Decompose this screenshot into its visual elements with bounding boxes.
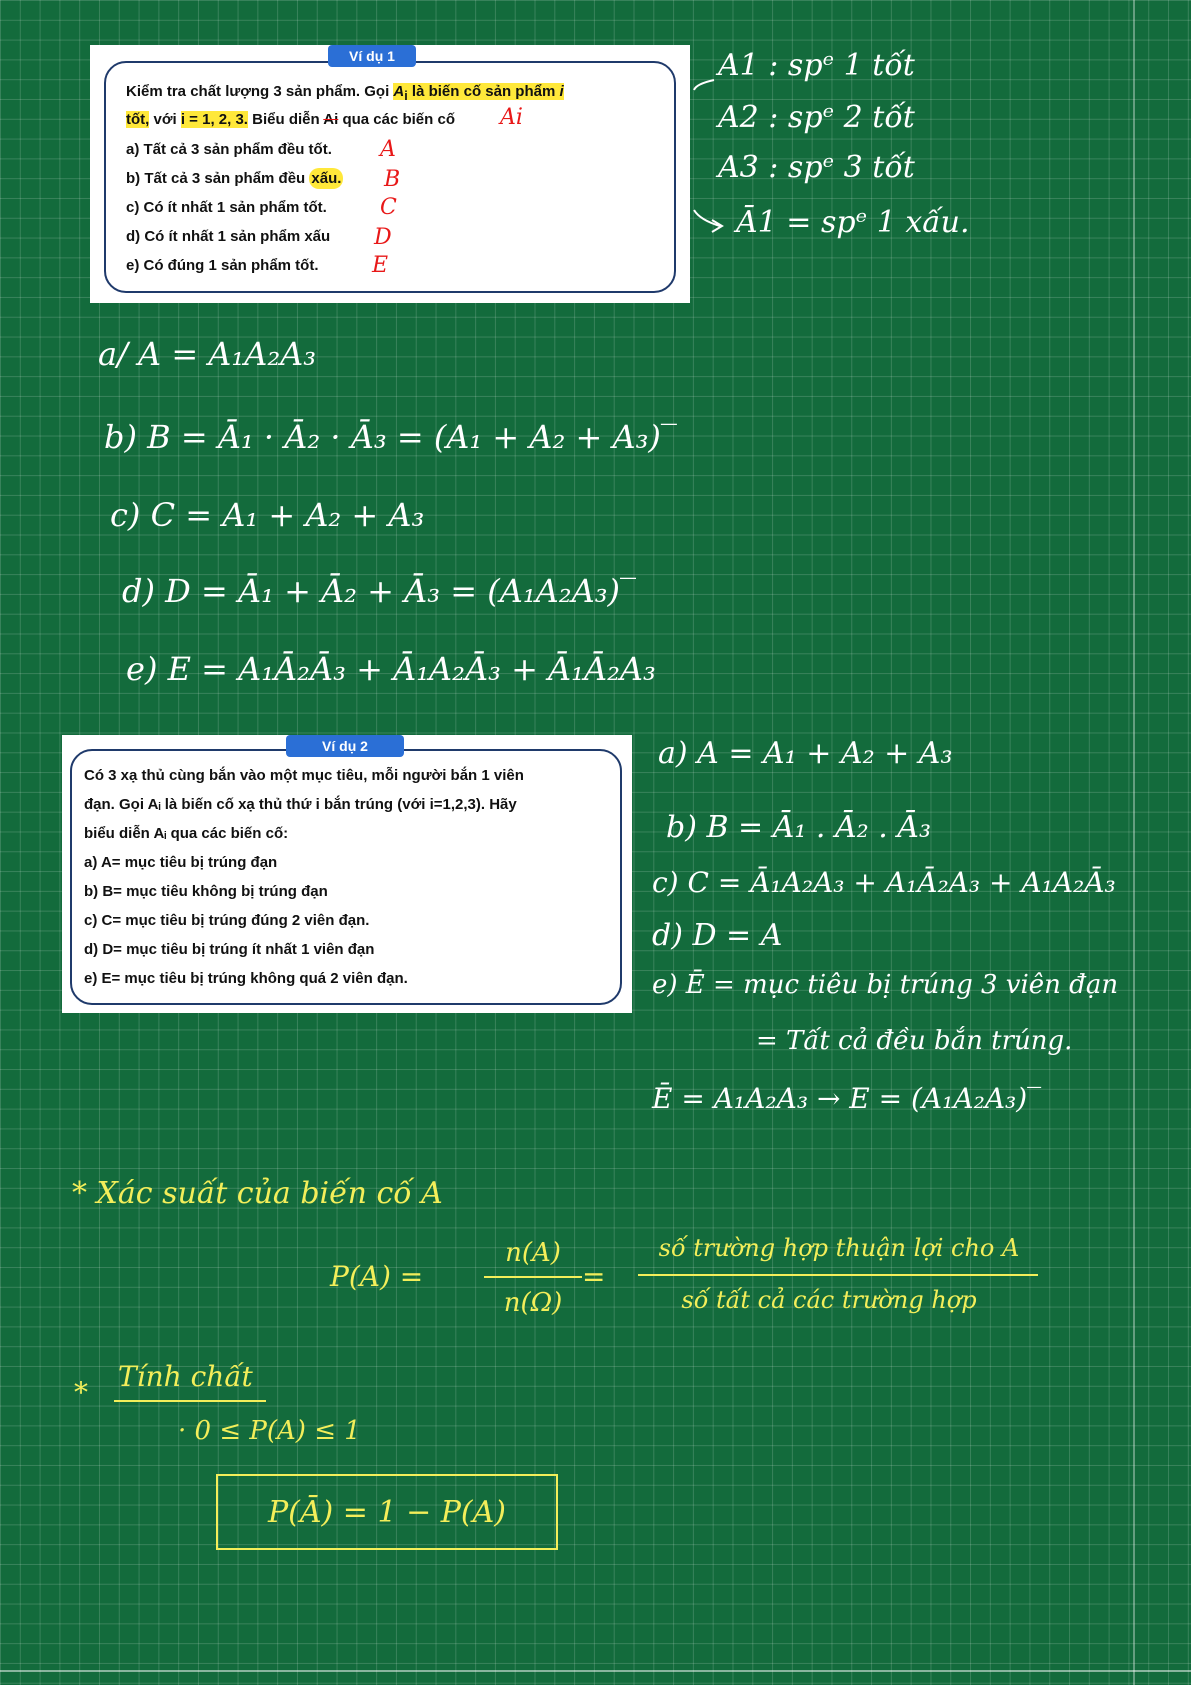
example1-item-e: e) Có đúng 1 sản phẩm tốt. (126, 257, 319, 274)
red-note-e: E (372, 253, 389, 278)
solution2-e-line2: = Tất cả đều bắn trúng. (756, 1026, 1073, 1056)
example2-item-a: a) A= mục tiêu bị trúng đạn (84, 854, 278, 871)
solution1-e: e) E = A₁Ā₂Ā₃ + Ā₁A₂Ā₃ + Ā₁Ā₂A₃ (126, 650, 656, 688)
example1-line2-range: i = 1, 2, 3. (180, 111, 248, 128)
solution1-b: b) B = Ā₁ · Ā₂ · Ā₃ = (A₁ + A₂ + A₃)‾ (104, 418, 677, 456)
example2-border (70, 749, 622, 1005)
example1-line1-text: Kiểm tra chất lượng 3 sản phẩm. Gọi (126, 83, 394, 100)
example1-line2-via: qua các biến cố (338, 111, 455, 128)
solution2-d: d) D = A (652, 918, 783, 953)
red-note-b: B (384, 167, 401, 192)
property-range: · 0 ≤ P(A) ≤ 1 (178, 1416, 361, 1446)
page-edge-bottom (0, 1670, 1191, 1672)
solution2-a: a) A = A₁ + A₂ + A₃ (658, 736, 953, 771)
example1-item-c: c) Có ít nhất 1 sản phẩm tốt. (126, 199, 327, 216)
example2-card (62, 735, 632, 1013)
solution2-e: e) Ē = mục tiêu bị trúng 3 viên đạn (652, 970, 1119, 1000)
example1-var-sub: i (404, 89, 408, 103)
example1-card (90, 45, 690, 303)
example1-line1 (126, 83, 564, 103)
solution1-d: d) D = Ā₁ + Ā₂ + Ā₃ = (A₁A₂A₃)‾ (122, 572, 637, 610)
probability-eq: = (582, 1260, 606, 1293)
note-a1: A1 : spᵉ 1 tốt (718, 48, 915, 83)
example2-item-c: c) C= mục tiêu bị trúng đúng 2 viên đạn. (84, 912, 370, 929)
note-a3: A3 : spᵉ 3 tốt (718, 150, 915, 185)
example2-item-b: b) B= mục tiêu không bị trúng đạn (84, 883, 328, 900)
red-note-a: A (380, 137, 396, 162)
example1-line2-represent: Biểu diễn (247, 111, 324, 128)
example1-tag: Ví dụ 1 (328, 45, 416, 67)
probability-den: n(Ω) (503, 1288, 563, 1318)
red-note-c: C (380, 195, 397, 220)
example2-tag: Ví dụ 2 (286, 735, 404, 757)
example1-var-i: i (559, 83, 564, 100)
solution2-c: c) C = Ā₁A₂A₃ + A₁Ā₂A₃ + A₁A₂Ā₃ (652, 866, 1116, 899)
example2-line-3: biểu diễn Aᵢ qua các biến cố: (84, 825, 289, 842)
page-edge-right (1133, 0, 1135, 1685)
complement-formula-box: P(Ā) = 1 − P(A) (216, 1474, 558, 1550)
properties-underline (114, 1400, 266, 1402)
example1-item-b-text: b) Tất cả 3 sản phẩm đều (126, 170, 310, 187)
probability-heading: * Xác suất của biến cố A (72, 1176, 443, 1211)
example2-line-2: đạn. Gọi Aᵢ là biến cố xạ thủ thứ i bắn trúng (với i=1,2,3). Hãy (84, 796, 517, 813)
example2-line-1: Có 3 xạ thủ cùng bắn vào một mục tiêu, mỗi người bắn 1 viên (84, 767, 524, 784)
example1-line2-struck: Ai (323, 111, 339, 128)
example1-line1-highlight (393, 83, 564, 103)
example2-item-e: e) E= mục tiêu bị trúng không quá 2 viên đạn. (84, 970, 408, 987)
example1-item-a: a) Tất cả 3 sản phẩm đều tốt. (126, 141, 332, 158)
example1-line1-hl-text: là biến cố sản phẩm (407, 83, 560, 100)
solution1-a: a/ A = A₁A₂A₃ (98, 335, 317, 373)
example1-item-d: d) Có ít nhất 1 sản phẩm xấu (126, 228, 331, 245)
example2-item-d: d) D= mục tiêu bị trúng ít nhất 1 viên đạn (84, 941, 375, 958)
probability-num: n(A) (505, 1238, 561, 1268)
example1-item-b (126, 170, 343, 187)
probability-frac-line (484, 1276, 582, 1278)
example1-item-b-hl: xấu. (311, 170, 342, 187)
example1-var-a: A (393, 83, 405, 100)
probability-num2: số trường hợp thuận lợi cho A (658, 1234, 1020, 1262)
red-note-ai: Ai (500, 105, 523, 130)
example1-line2-with: với (149, 111, 181, 128)
solution1-c: c) C = A₁ + A₂ + A₃ (110, 496, 425, 534)
example1-line2 (126, 111, 455, 128)
solution2-b: b) B = Ā₁ . Ā₂ . Ā₃ (666, 810, 931, 845)
red-note-d: D (374, 225, 392, 250)
note-a1-bar: Ā1 = spᵉ 1 xấu. (736, 205, 970, 240)
probability-den2: số tất cả các trường hợp (681, 1286, 977, 1314)
example1-line2-hl: tốt, (126, 111, 150, 128)
note-a2: A2 : spᵉ 2 tốt (718, 100, 915, 135)
probability-lhs: P(A) = (330, 1260, 424, 1293)
probability-frac-line2 (638, 1274, 1038, 1276)
solution2-e-line3: Ē = A₁A₂A₃ → E = (A₁A₂A₃)‾ (652, 1082, 1042, 1115)
properties-star: * (74, 1376, 88, 1409)
properties-heading: Tính chất (118, 1360, 253, 1393)
